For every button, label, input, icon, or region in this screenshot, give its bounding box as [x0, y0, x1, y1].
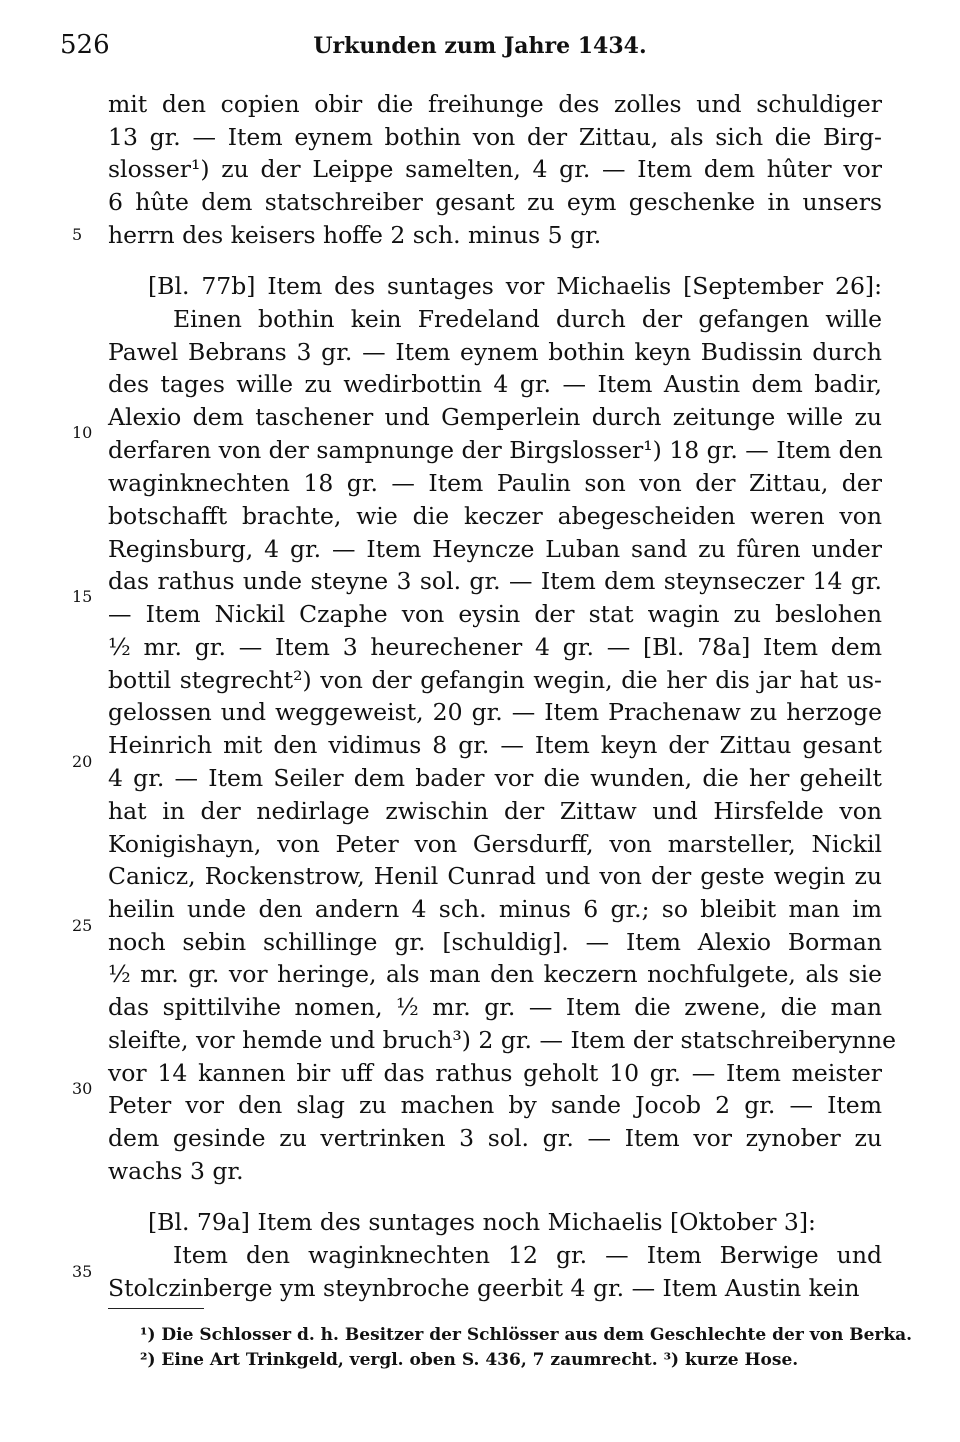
text-line: Heinrich mit den vidimus 8 gr. — Item keyn der Zittau gesant	[108, 731, 882, 759]
text-line: Canicz, Rockenstrow, Henil Cunrad und von der geste wegin zu	[108, 862, 882, 890]
text-line: [Bl. 79a] Item des suntages noch Michaelis [Oktober 3]:	[148, 1208, 816, 1236]
text-line: waginknechten 18 gr. — Item Paulin son von der Zittau, der	[108, 469, 882, 497]
text-line: ½ mr. gr. vor heringe, als man den keczern nochfulgete, als sie	[108, 960, 882, 988]
text-line: des tages wille zu wedirbottin 4 gr. — Item Austin dem badir,	[108, 370, 882, 398]
text-line: bottil stegrecht²) von der gefangin wegin, die her dis jar hat us-	[108, 666, 882, 694]
text-line: Konigishayn, von Peter von Gersdurff, von marsteller, Nickil	[108, 830, 882, 858]
text-line: Pawel Bebrans 3 gr. — Item eynem bothin keyn Budissin durch	[108, 338, 882, 366]
text-line: noch sebin schillinge gr. [schuldig]. — Item Alexio Borman	[108, 928, 882, 956]
text-line: mit den copien obir die freihunge des zolles und schuldiger	[108, 90, 882, 118]
text-line: das rathus unde steyne 3 sol. gr. — Item dem steynseczer 14 gr.	[108, 567, 882, 595]
text-line: wachs 3 gr.	[108, 1157, 244, 1185]
text-line: Item den waginknechten 12 gr. — Item Berwige und	[173, 1241, 882, 1269]
text-line: botschafft brachte, wie die keczer abegescheiden weren von	[108, 502, 882, 530]
text-line: herrn des keisers hoffe 2 sch. minus 5 gr.	[108, 221, 602, 249]
line-number: 20	[72, 752, 93, 771]
text-line: Reginsburg, 4 gr. — Item Heyncze Luban sand zu fûren under	[108, 535, 882, 563]
line-number: 15	[72, 587, 93, 606]
text-line: sleifte, vor hemde und bruch³) 2 gr. — Item der statschreiberynne	[108, 1026, 897, 1054]
text-line: Peter vor den slag zu machen by sande Jocob 2 gr. — Item	[108, 1091, 882, 1119]
text-line: Stolczinberge ym steynbroche geerbit 4 gr. — Item Austin kein	[108, 1274, 860, 1302]
text-line: ½ mr. gr. — Item 3 heurechener 4 gr. — [Bl. 78a] Item dem	[108, 633, 882, 661]
footnote-2: ²) Eine Art Trinkgeld, vergl. oben S. 436, 7 zaumrecht. ³) kurze Hose.	[140, 1350, 799, 1370]
footnote-rule	[108, 1308, 204, 1309]
text-line: gelossen und weggeweist, 20 gr. — Item Prachenaw zu herzoge	[108, 698, 882, 726]
page-header	[0, 30, 960, 70]
text-line: dem gesinde zu vertrinken 3 sol. gr. — Item vor zynober zu	[108, 1124, 882, 1152]
text-line: — Item Nickil Czaphe von eysin der stat wagin zu beslohen	[108, 600, 882, 628]
line-number: 5	[72, 225, 83, 244]
text-line: 4 gr. — Item Seiler dem bader vor die wunden, die her geheilt	[108, 764, 882, 792]
line-number: 30	[72, 1079, 93, 1098]
text-line: [Bl. 77b] Item des suntages vor Michaelis [September 26]:	[148, 272, 882, 300]
text-line: Alexio dem taschener und Gemperlein durch zeitunge wille zu	[108, 403, 882, 431]
line-number: 35	[72, 1262, 93, 1281]
running-title: Urkunden zum Jahre 1434.	[313, 33, 647, 59]
line-number: 25	[72, 916, 93, 935]
text-line: 13 gr. — Item eynem bothin von der Zittau, als sich die Birg-	[108, 123, 882, 151]
text-line: Einen bothin kein Fredeland durch der gefangen wille	[173, 305, 882, 333]
text-line: 6 hûte dem statschreiber gesant zu eym geschenke in unsers	[108, 188, 882, 216]
text-line: derfaren von der sampnunge der Birgslosser¹) 18 gr. — Item den	[108, 436, 883, 464]
text-line: heilin unde den andern 4 sch. minus 6 gr.; so bleibit man im	[108, 895, 882, 923]
text-line: slosser¹) zu der Leippe samelten, 4 gr. — Item dem hûter vor	[108, 155, 882, 183]
page-number: 526	[60, 30, 110, 60]
text-line: hat in der nedirlage zwischin der Zittaw und Hirsfelde von	[108, 797, 882, 825]
line-number: 10	[72, 423, 93, 442]
text-line: das spittilvihe nomen, ½ mr. gr. — Item die zwene, die man	[108, 993, 882, 1021]
text-line: vor 14 kannen bir uff das rathus geholt 10 gr. — Item meister	[108, 1059, 882, 1087]
footnote-1: ¹) Die Schlosser d. h. Besitzer der Schlösser aus dem Geschlechte der von Berka.	[140, 1325, 913, 1345]
